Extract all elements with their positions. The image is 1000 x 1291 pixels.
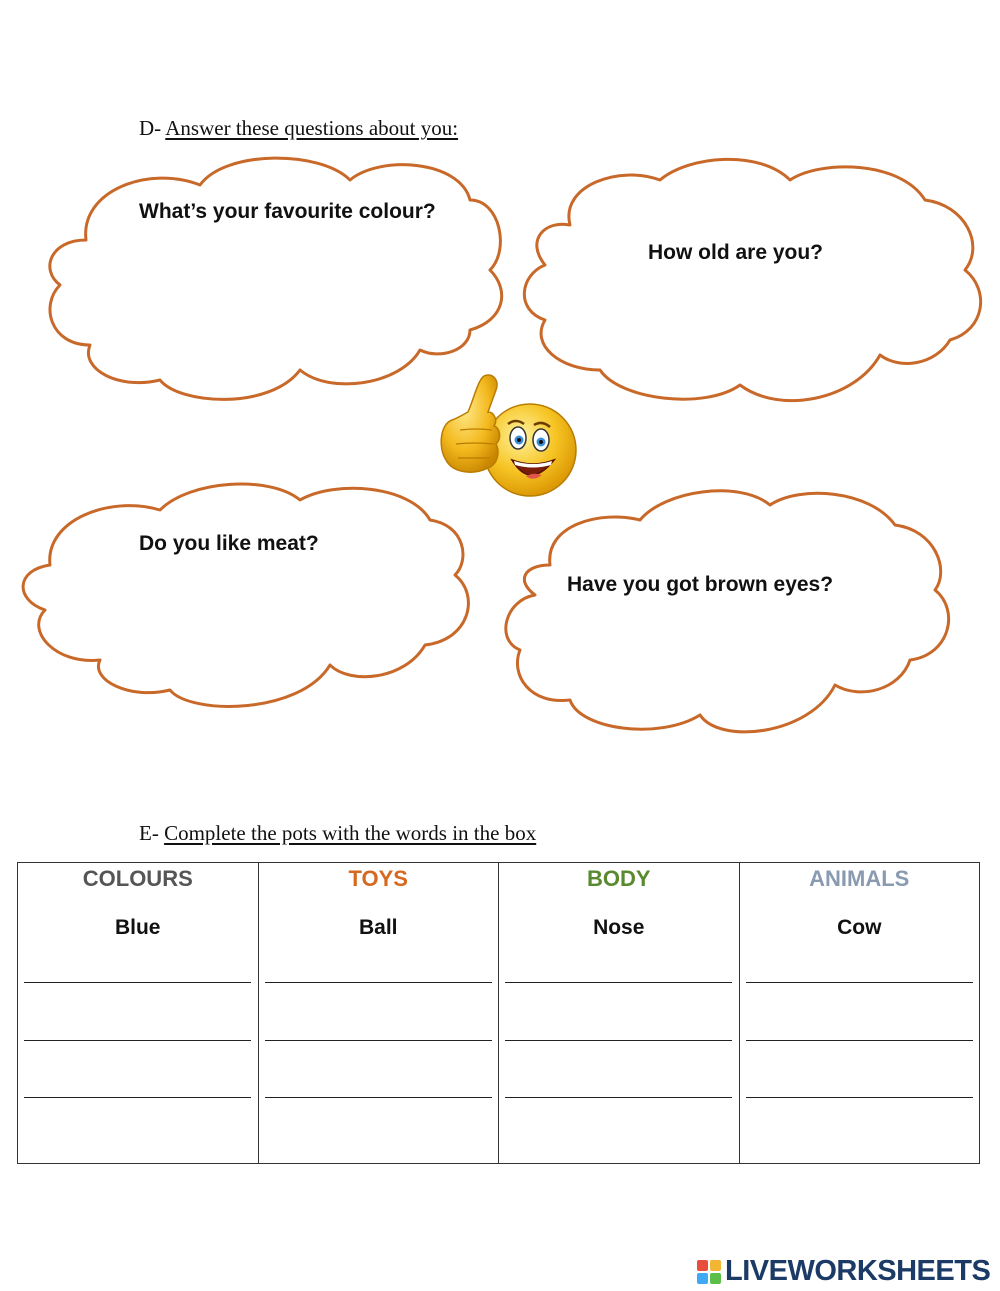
section-e-heading	[139, 821, 536, 846]
answer-line[interactable]	[24, 1097, 251, 1098]
answer-line[interactable]	[24, 982, 251, 983]
answer-line[interactable]	[746, 982, 973, 983]
answer-field-how-old[interactable]	[590, 275, 910, 365]
category-colours: COLOURS	[82, 866, 193, 891]
pots-table	[17, 862, 980, 1164]
section-d-instruction: Answer these questions about you:	[165, 116, 459, 140]
example-word: Nose	[593, 916, 645, 939]
answer-field-like-meat[interactable]	[80, 565, 420, 665]
answer-field-brown-eyes[interactable]	[560, 605, 900, 695]
liveworksheets-logo-icon	[697, 1260, 721, 1284]
pot-body	[499, 863, 740, 1164]
pot-animals	[739, 863, 980, 1164]
section-e-instruction: Complete the pots with the words in the box	[164, 821, 537, 845]
section-d-prefix: D-	[139, 116, 162, 140]
answer-line[interactable]	[505, 1040, 732, 1041]
answer-line[interactable]	[24, 1040, 251, 1041]
answer-line[interactable]	[505, 982, 732, 983]
answer-line[interactable]	[746, 1097, 973, 1098]
answer-line[interactable]	[505, 1097, 732, 1098]
answer-line[interactable]	[265, 1040, 492, 1041]
question-like-meat: Do you like meat?	[139, 532, 319, 555]
question-brown-eyes: Have you got brown eyes?	[567, 573, 834, 596]
liveworksheets-logo	[697, 1255, 990, 1288]
example-word: Cow	[837, 916, 882, 939]
thumbs-up-smiley-icon	[438, 368, 578, 500]
question-favourite-colour: What’s your favourite colour?	[139, 200, 436, 223]
pot-colours	[18, 863, 259, 1164]
pot-toys	[258, 863, 499, 1164]
answer-line[interactable]	[265, 1097, 492, 1098]
example-word: Blue	[114, 916, 161, 939]
answer-field-favourite-colour[interactable]	[120, 235, 440, 335]
example-word: Ball	[358, 916, 398, 939]
question-how-old: How old are you?	[648, 241, 824, 264]
category-body: BODY	[586, 866, 651, 891]
answer-line[interactable]	[265, 982, 492, 983]
answer-line[interactable]	[746, 1040, 973, 1041]
brand-name: LIVEWORKSHEETS	[725, 1255, 991, 1287]
category-animals: ANIMALS	[809, 866, 910, 891]
section-e-prefix: E-	[139, 821, 159, 845]
category-toys: TOYS	[348, 866, 408, 891]
